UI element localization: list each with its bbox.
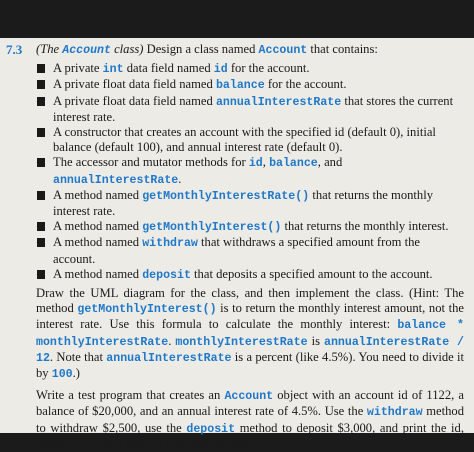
exercise-content <box>36 42 464 452</box>
list-item: A private int data field named id for the account. <box>36 61 464 77</box>
list-item: A method named withdraw that withdraws a specified amount from the account. <box>36 235 464 266</box>
bullet-icon <box>37 270 45 279</box>
list-item: A private float data field named balance for the account. <box>36 77 464 93</box>
list-item: A method named deposit that deposits a specified amount to the account. <box>36 267 464 283</box>
bullet-icon <box>37 158 45 167</box>
bullet-icon <box>37 128 45 137</box>
test-program-paragraph: Write a test program that creates an Account object with an account id of 1122, a balance of $20,000, and an annual interest rate of 4.5%. Use the withdraw method to withdraw $2,500, use the deposit method to deposit $3,000, and print the id, balance, monthly interest rate, and monthly interest. <box>36 388 465 451</box>
code-account: Account <box>62 44 111 57</box>
exercise-page <box>0 38 474 451</box>
list-item: A method named getMonthlyInterest() that returns the monthly interest. <box>36 219 464 235</box>
bullet-icon <box>37 191 45 200</box>
list-item: The accessor and mutator methods for id, balance, and annualInterestRate. <box>36 155 464 187</box>
bullet-icon <box>37 238 45 247</box>
exercise-number: 7.3 <box>6 42 23 57</box>
list-item: A private float data field named annualInterestRate that stores the current interest rate. <box>36 94 464 125</box>
bullet-icon <box>37 97 45 106</box>
uml-instructions-paragraph: Draw the UML diagram for the class, and then implement the class. (Hint: The method getMonthlyInterest() is to return the monthly interest amount, not the interest rate. Use this formula to calculate the monthly interest: balance * monthlyInterestRate. monthlyInterestRate is annualInterestRate / 12. Note that annualInterestRate is a percent (like 4.5%). You need to divide it by 100.) <box>36 286 464 382</box>
code-account: Account <box>258 44 308 57</box>
list-item: A constructor that creates an account with the specified id (default 0), initial balance (default 100), and annual interest rate (default 0). <box>36 125 464 155</box>
requirements-list <box>36 61 464 283</box>
bullet-icon <box>37 64 45 73</box>
bullet-icon <box>37 80 45 89</box>
bullet-icon <box>37 222 45 231</box>
exercise-title: (The Account class) Design a class named Account that contains: <box>36 42 378 57</box>
list-item: A method named getMonthlyInterestRate() that returns the monthly interest rate. <box>36 188 464 219</box>
